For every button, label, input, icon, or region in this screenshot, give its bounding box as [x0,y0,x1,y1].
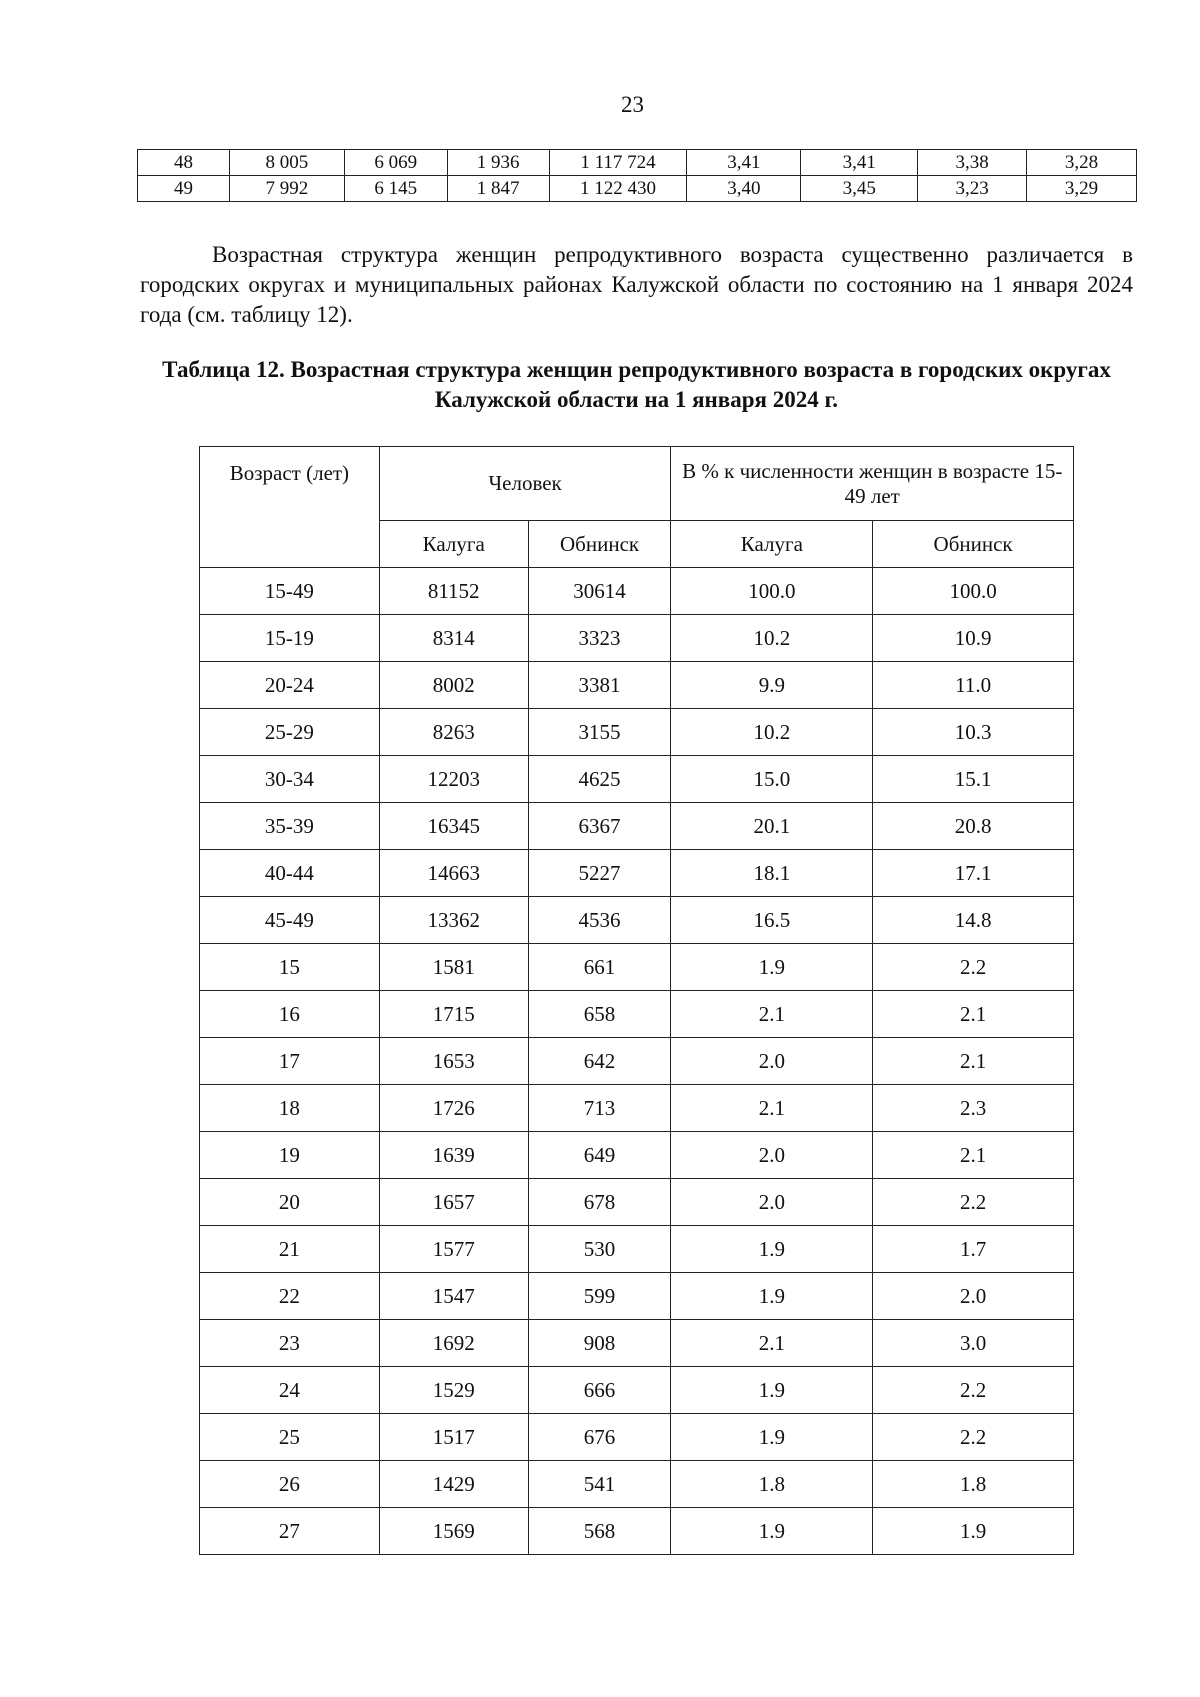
table-caption: Таблица 12. Возрастная структура женщин репродуктивного возраста в городских округах Калужской области на 1 января 2024 г. [162,357,1111,412]
table-row [138,150,1137,176]
table-cell: 3,23 [918,176,1027,202]
table-cell: 1.9 [671,1508,873,1555]
header-obninsk: Обнинск [528,521,671,568]
table-cell: 568 [528,1508,671,1555]
table-cell: 541 [528,1461,671,1508]
table-cell: 7 992 [229,176,344,202]
table-cell: 2.3 [873,1085,1074,1132]
table-row [200,1132,1074,1179]
body-paragraph [140,240,1133,330]
header-obninsk-percent: Обнинск [873,521,1074,568]
table-cell: 1.7 [873,1226,1074,1273]
table-cell: 3,41 [687,150,801,176]
table-cell: 35-39 [200,803,380,850]
table-row [200,803,1074,850]
table-cell: 1657 [379,1179,528,1226]
table-cell: 11.0 [873,662,1074,709]
table-cell: 15.1 [873,756,1074,803]
table-cell: 2.2 [873,944,1074,991]
table-cell: 1577 [379,1226,528,1273]
table-cell: 27 [200,1508,380,1555]
table-cell: 3,29 [1027,176,1137,202]
table-cell: 30-34 [200,756,380,803]
table-cell: 1 122 430 [549,176,687,202]
table-cell: 908 [528,1320,671,1367]
table-cell: 1569 [379,1508,528,1555]
table-cell: 1.8 [671,1461,873,1508]
table-cell: 2.1 [671,1320,873,1367]
table-cell: 530 [528,1226,671,1273]
table-cell: 713 [528,1085,671,1132]
table-cell: 20.8 [873,803,1074,850]
table-cell: 1517 [379,1414,528,1461]
table-cell: 3381 [528,662,671,709]
table-cell: 1.9 [873,1508,1074,1555]
header-kaluga-percent: Калуга [671,521,873,568]
table-row [200,944,1074,991]
table-cell: 100.0 [873,568,1074,615]
table-cell: 25-29 [200,709,380,756]
table-row [138,176,1137,202]
table-cell: 1692 [379,1320,528,1367]
header-persons: Человек [379,447,671,521]
table-cell: 10.2 [671,615,873,662]
table-cell: 8 005 [229,150,344,176]
table-cell: 8263 [379,709,528,756]
table-row [200,1367,1074,1414]
header-age: Возраст (лет) [200,447,380,568]
table-cell: 21 [200,1226,380,1273]
table-cell: 17 [200,1038,380,1085]
table-row [200,1085,1074,1132]
table-cell: 2.1 [671,1085,873,1132]
table-cell: 40-44 [200,850,380,897]
table-cell: 661 [528,944,671,991]
table-cell: 3,45 [801,176,918,202]
table-cell: 1547 [379,1273,528,1320]
table-cell: 16345 [379,803,528,850]
table-cell: 1653 [379,1038,528,1085]
table-cell: 1581 [379,944,528,991]
table-cell: 2.0 [671,1179,873,1226]
table-cell: 18 [200,1085,380,1132]
table-cell: 16.5 [671,897,873,944]
table-cell: 1726 [379,1085,528,1132]
table-row [200,1461,1074,1508]
table-cell: 2.1 [873,991,1074,1038]
table-cell: 3155 [528,709,671,756]
table-cell: 2.2 [873,1179,1074,1226]
table-cell: 2.1 [873,1038,1074,1085]
table-cell: 18.1 [671,850,873,897]
table-cell: 1529 [379,1367,528,1414]
table-row [200,991,1074,1038]
table-row [200,897,1074,944]
table-cell: 23 [200,1320,380,1367]
table-cell: 26 [200,1461,380,1508]
table-cell: 9.9 [671,662,873,709]
table-cell: 10.2 [671,709,873,756]
table-cell: 666 [528,1367,671,1414]
table-cell: 1.8 [873,1461,1074,1508]
table-cell: 1.9 [671,1414,873,1461]
table-cell: 8002 [379,662,528,709]
table-cell: 676 [528,1414,671,1461]
table-cell: 1.9 [671,1226,873,1273]
table-cell: 13362 [379,897,528,944]
table-cell: 3.0 [873,1320,1074,1367]
table-row [200,1414,1074,1461]
table-cell: 2.0 [671,1038,873,1085]
table-cell: 6 145 [344,176,447,202]
table-cell: 3,41 [801,150,918,176]
table-cell: 658 [528,991,671,1038]
table-cell: 2.2 [873,1367,1074,1414]
table-row [200,1320,1074,1367]
table-cell: 48 [138,150,230,176]
table-row [200,850,1074,897]
table-cell: 14.8 [873,897,1074,944]
table-row [200,568,1074,615]
paragraph-text: Возрастная структура женщин репродуктивного возраста существенно различается в городских округах и муниципальных районах Калужской области по состоянию на 1 января 2024 года (см. таблицу 12). [140,242,1133,327]
table-row [200,615,1074,662]
table-cell: 20.1 [671,803,873,850]
table-cell: 15 [200,944,380,991]
table-cell: 16 [200,991,380,1038]
table-cell: 30614 [528,568,671,615]
table-cell: 15-19 [200,615,380,662]
table-cell: 8314 [379,615,528,662]
table-cell: 49 [138,176,230,202]
table-row [200,709,1074,756]
header-percent: В % к численности женщин в возрасте 15-49 лет [671,447,1074,521]
table-cell: 22 [200,1273,380,1320]
table-cell: 3323 [528,615,671,662]
table-cell: 100.0 [671,568,873,615]
table-cell: 6 069 [344,150,447,176]
table-cell: 678 [528,1179,671,1226]
table-cell: 10.9 [873,615,1074,662]
table-cell: 1429 [379,1461,528,1508]
table-cell: 20 [200,1179,380,1226]
table-cell: 1.9 [671,944,873,991]
table-row [200,756,1074,803]
table-cell: 1 936 [447,150,549,176]
header-kaluga: Калуга [379,521,528,568]
table-cell: 1 117 724 [549,150,687,176]
table-cell: 5227 [528,850,671,897]
table-row [200,1508,1074,1555]
table-cell: 3,40 [687,176,801,202]
table-cell: 1639 [379,1132,528,1179]
table-cell: 2.2 [873,1414,1074,1461]
table-cell: 4536 [528,897,671,944]
table-row [200,1273,1074,1320]
table-cell: 24 [200,1367,380,1414]
table-cell: 19 [200,1132,380,1179]
table-row [200,1038,1074,1085]
table-cell: 642 [528,1038,671,1085]
table-cell: 15-49 [200,568,380,615]
table-cell: 4625 [528,756,671,803]
page-number: 23 [621,92,644,117]
table-row [200,1226,1074,1273]
table-cell: 3,38 [918,150,1027,176]
table-cell: 649 [528,1132,671,1179]
table-cell: 17.1 [873,850,1074,897]
table-cell: 6367 [528,803,671,850]
table-cell: 3,28 [1027,150,1137,176]
table-cell: 1 847 [447,176,549,202]
table-cell: 15.0 [671,756,873,803]
table-cell: 1.9 [671,1273,873,1320]
continued-table [137,149,1137,202]
table-cell: 81152 [379,568,528,615]
table-cell: 45-49 [200,897,380,944]
age-structure-table [199,446,1074,1555]
table-cell: 599 [528,1273,671,1320]
table-cell: 2.1 [671,991,873,1038]
table-cell: 2.1 [873,1132,1074,1179]
table-cell: 1715 [379,991,528,1038]
table-cell: 12203 [379,756,528,803]
table-row [200,1179,1074,1226]
table-cell: 10.3 [873,709,1074,756]
table-cell: 20-24 [200,662,380,709]
table-cell: 2.0 [873,1273,1074,1320]
table-row [200,662,1074,709]
table-cell: 14663 [379,850,528,897]
table-cell: 2.0 [671,1132,873,1179]
table-cell: 1.9 [671,1367,873,1414]
table-cell: 25 [200,1414,380,1461]
